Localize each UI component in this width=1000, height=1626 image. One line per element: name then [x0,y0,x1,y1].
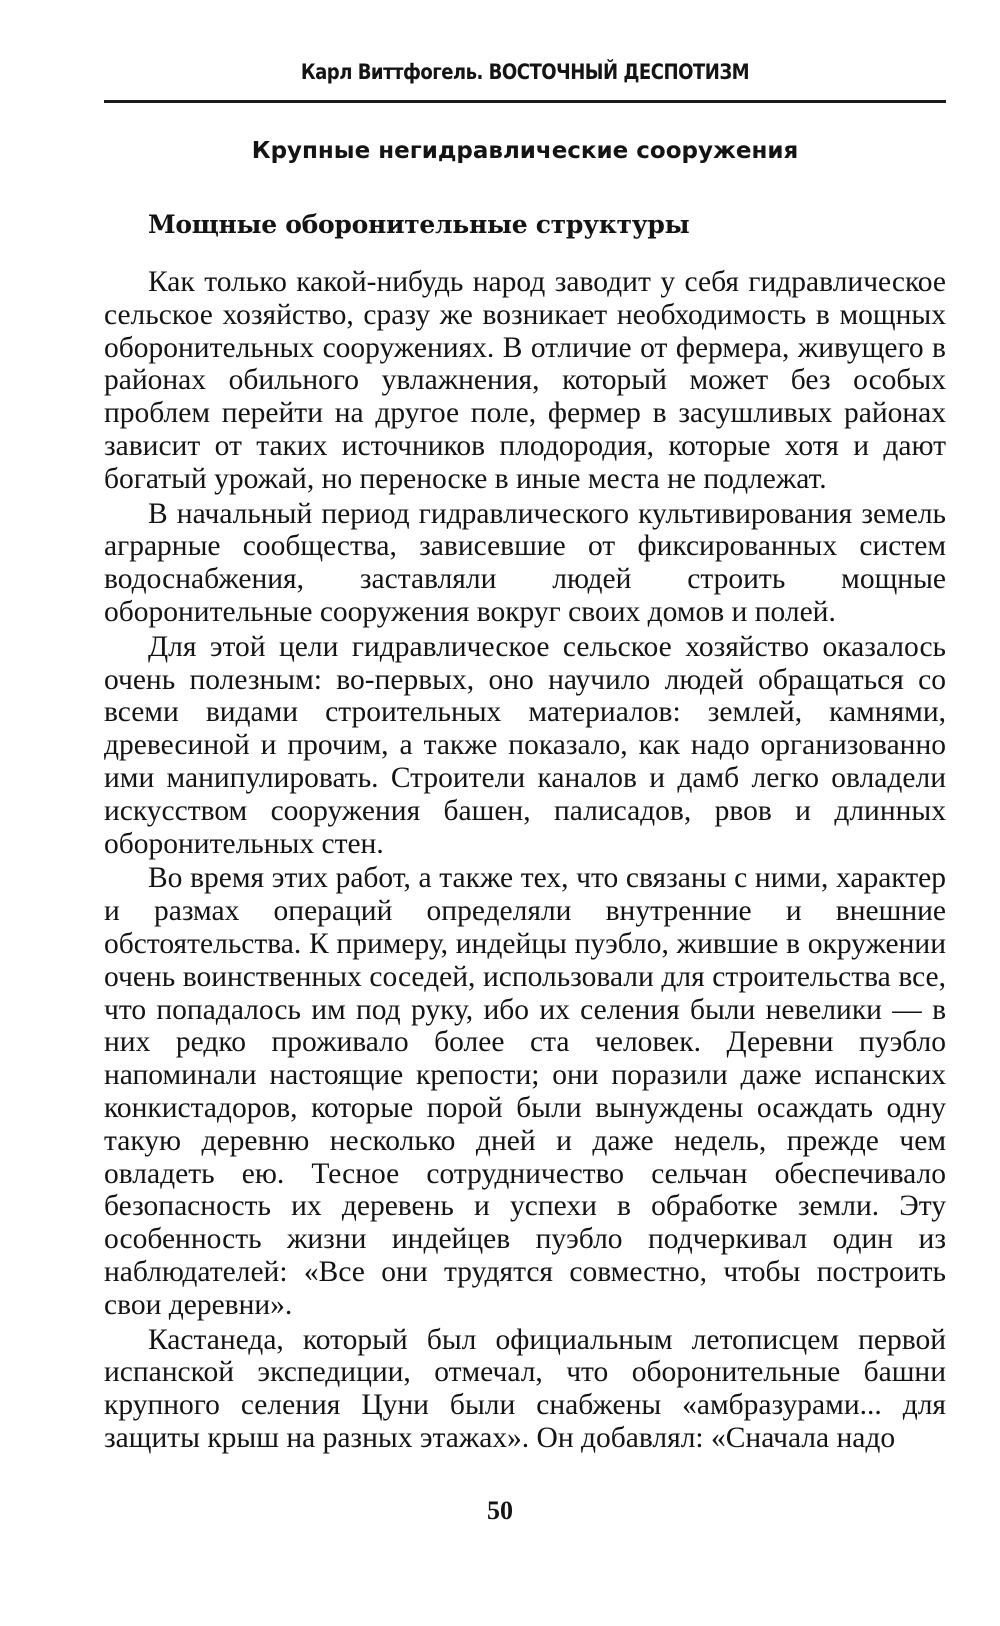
running-head: Карл Виттфогель. ВОСТОЧНЫЙ ДЕСПОТИЗМ [300,60,750,84]
body-text [104,266,946,1457]
paragraph-4: Во время этих работ, а также тех, что связаны с ними, характер и размах операций определяли внутренние и внешние обстоятельства. К примеру, индейцы пуэбло, жившие в окружении очень воинственных соседей, использовали для строительства все, что попадалось им под руку, ибо их селения были невелики — в них редко проживало более ста человек. Деревни пуэбло напоминали настоящие крепости; они поразили даже испанских конкистадоров, которые порой были вынуждены осаждать одну такую деревню несколько дней и даже недель, прежде чем овладеть ею. Тесное сотрудничество сельчан обеспечивало безопасность их деревень и успехи в обработке земли. Эту особенность жизни индейцев пуэбло подчеркивал один из наблюдателей: «Все они трудятся совместно, чтобы построить свои деревни». [104,862,946,1321]
paragraph-5: Кастанеда, который был официальным летописцем первой испанской экспедиции, отмечал, что оборонительные башни крупного селения Цуни были снабжены «амбразурами... для защиты крыш на разных этажах». Он добавлял: «Сначала надо [104,1323,946,1454]
page-number: 50 [487,1496,513,1525]
section-title: Крупные негидравлические сооружения [251,138,799,164]
paragraph-3: Для этой цели гидравлическое сельское хозяйство оказалось очень полезным: во-первых, оно научило людей обращаться со всеми видами строительных материалов: землей, камнями, древесиной и прочим, а также показало, как надо организованно ими манипулировать. Строители каналов и дамб легко овладели искусством сооружения башен, палисадов, рвов и длинных оборонительных стен. [104,630,946,860]
header-rule [104,100,946,103]
subsection-title: Мощные оборонительные структуры [148,210,690,239]
paragraph-2: В начальный период гидравлического культивирования земель аграрные сообщества, зависевшие от фиксированных систем водоснабжения, заставляли людей строить мощные оборонительные сооружения вокруг своих домов и полей. [104,497,946,628]
paragraph-1: Как только какой-нибудь народ заводит у себя гидравлическое сельское хозяйство, сразу же возникает необходимость в мощных оборонительных сооружениях. В отличие от фермера, живущего в районах обильного увлажнения, который может без особых проблем перейти на другое поле, фермер в засушливых районах зависит от таких источников плодородия, которые хотя и дают богатый урожай, но переноске в иные места не подлежат. [104,266,946,495]
